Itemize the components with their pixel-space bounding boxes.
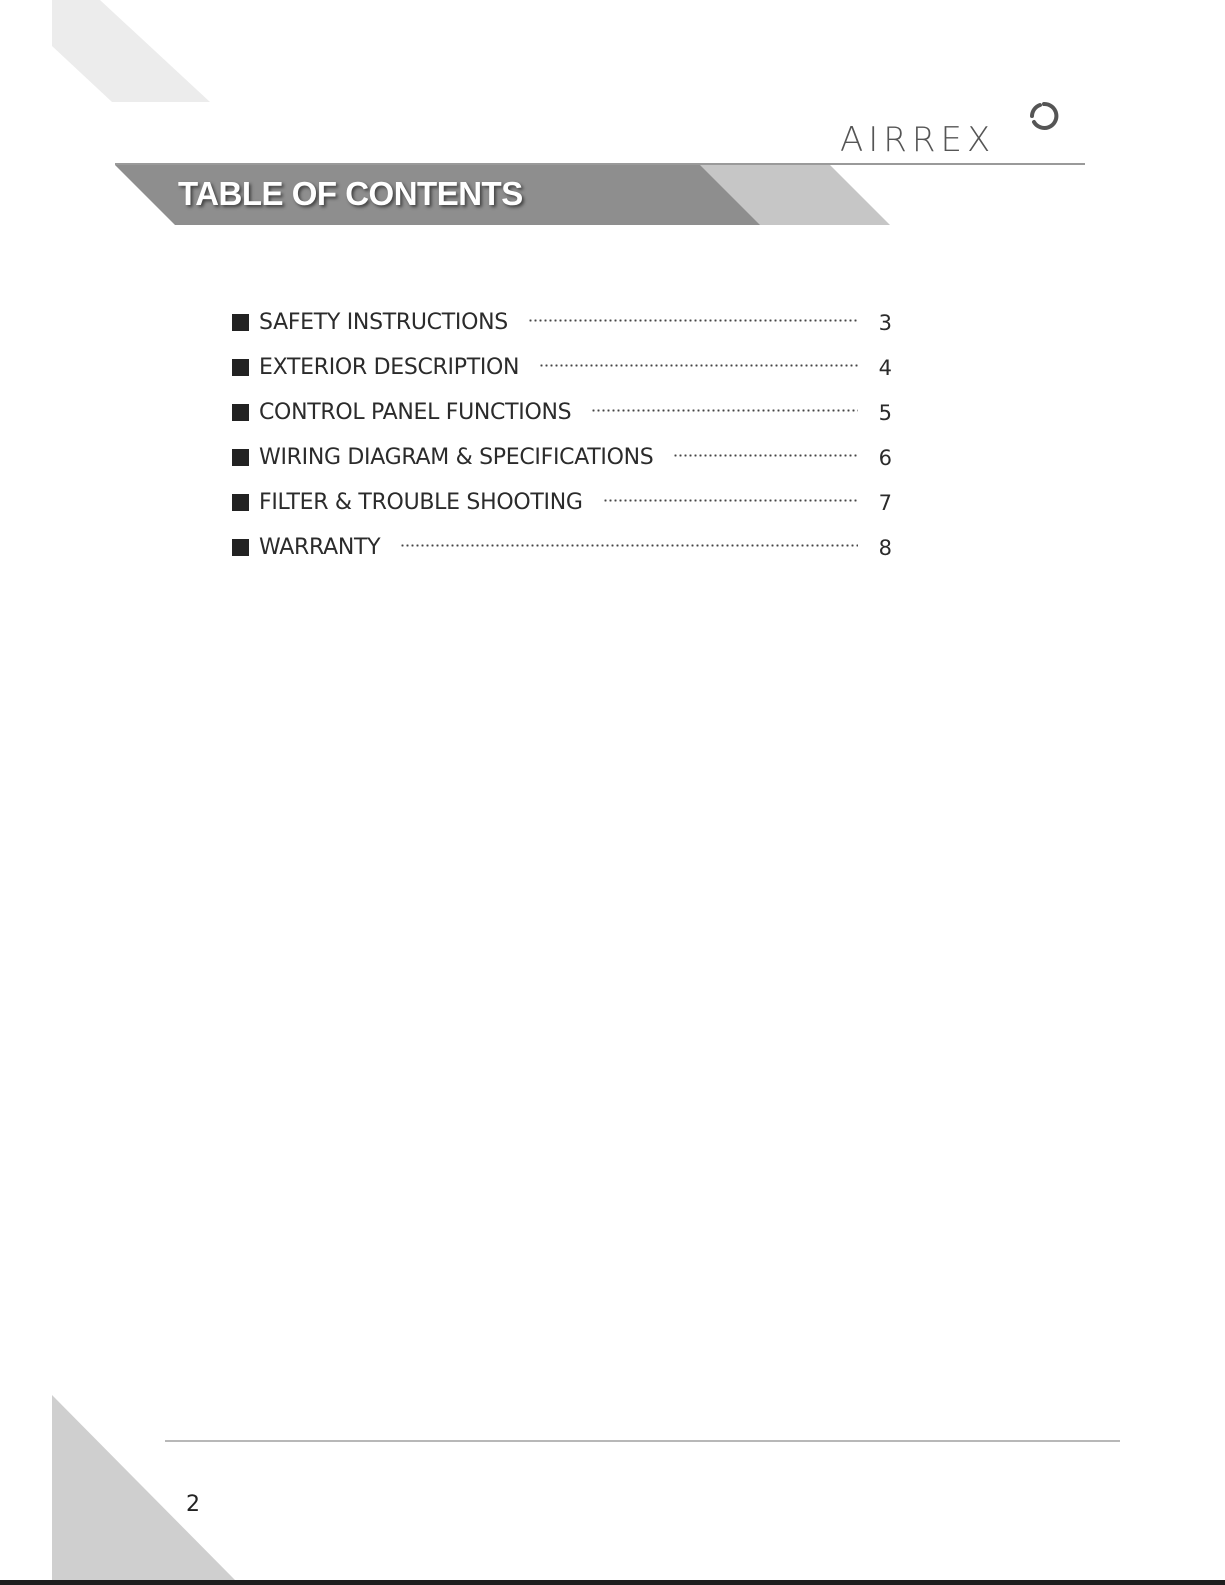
- page-title: TABLE OF CONTENTS: [178, 175, 523, 212]
- toc-dot-leader: [400, 544, 858, 547]
- page-number: 2: [186, 1492, 200, 1517]
- square-bullet-icon: [232, 314, 249, 331]
- toc-entry[interactable]: [232, 390, 892, 435]
- toc-entry[interactable]: [232, 345, 892, 390]
- toc-entry-label: EXTERIOR DESCRIPTION: [259, 355, 520, 380]
- toc-entry[interactable]: [232, 300, 892, 345]
- toc-entry[interactable]: [232, 435, 892, 480]
- logo-ring-icon: [1028, 100, 1060, 132]
- toc-dot-leader: [539, 364, 858, 367]
- toc-entry-page: 7: [878, 490, 892, 515]
- toc-entry[interactable]: [232, 525, 892, 570]
- toc-entry-page: 3: [878, 310, 892, 335]
- toc-dot-leader: [591, 409, 858, 412]
- square-bullet-icon: [232, 359, 249, 376]
- square-bullet-icon: [232, 494, 249, 511]
- bottom-edge-strip: [0, 1580, 1225, 1585]
- square-bullet-icon: [232, 449, 249, 466]
- toc-entry-label: CONTROL PANEL FUNCTIONS: [259, 400, 572, 425]
- square-bullet-icon: [232, 404, 249, 421]
- toc-entry-page: 5: [878, 400, 892, 425]
- toc-entry-page: 8: [878, 535, 892, 560]
- square-bullet-icon: [232, 539, 249, 556]
- toc-entry-page: 6: [878, 445, 892, 470]
- table-of-contents: [232, 300, 892, 570]
- toc-entry[interactable]: [232, 480, 892, 525]
- brand-logo-text: AIRREX: [840, 120, 996, 160]
- toc-entry-label: FILTER & TROUBLE SHOOTING: [259, 490, 583, 515]
- toc-dot-leader: [673, 454, 858, 457]
- toc-entry-label: WIRING DIAGRAM & SPECIFICATIONS: [259, 445, 654, 470]
- toc-entry-label: SAFETY INSTRUCTIONS: [259, 310, 508, 335]
- brand-logo: [840, 100, 1080, 160]
- toc-dot-leader: [528, 319, 858, 322]
- toc-dot-leader: [603, 499, 858, 502]
- toc-entry-page: 4: [878, 355, 892, 380]
- corner-decoration-top: [0, 0, 220, 110]
- footer-rule: [165, 1440, 1120, 1442]
- toc-entry-label: WARRANTY: [259, 535, 381, 560]
- corner-decoration-bottom: [0, 1395, 240, 1585]
